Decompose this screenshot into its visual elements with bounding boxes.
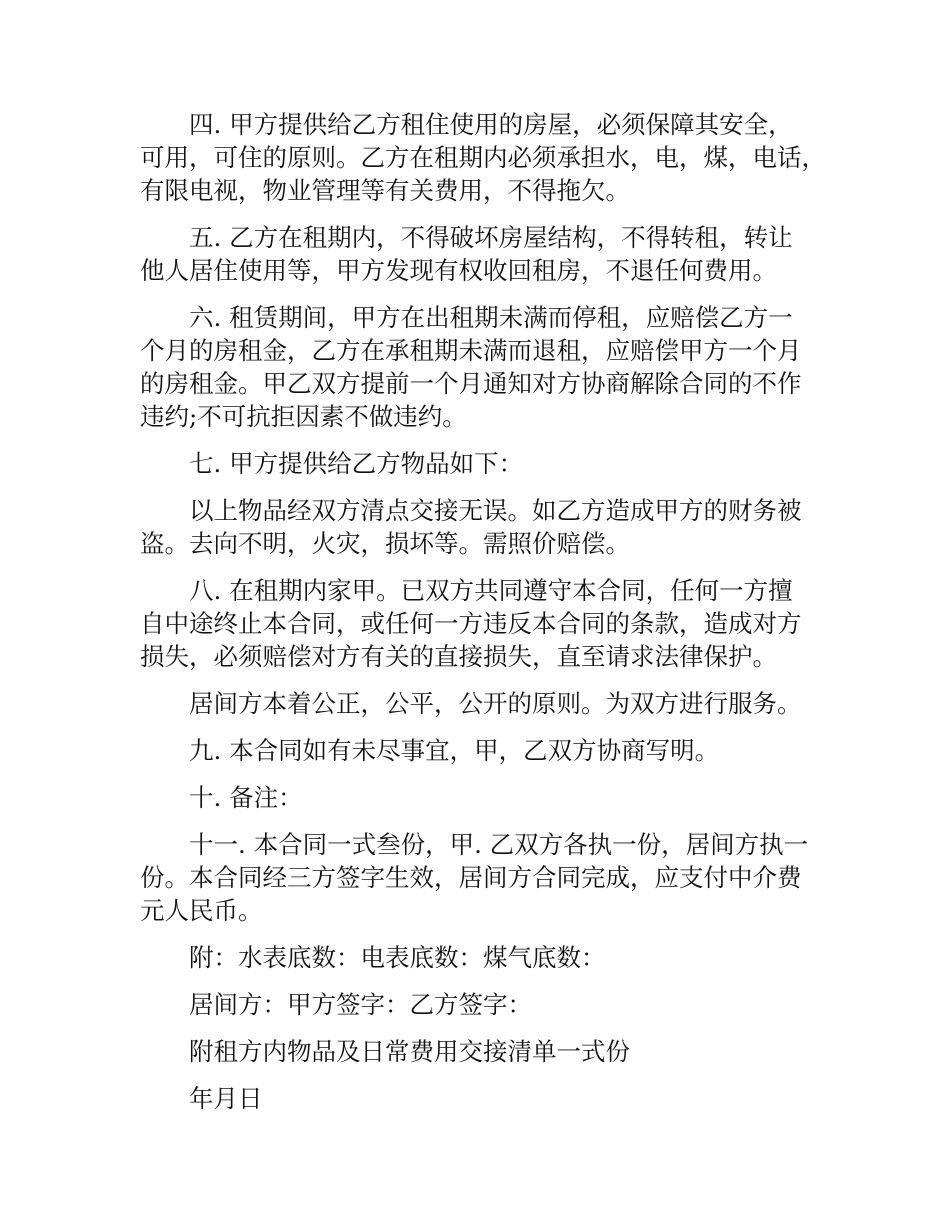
- intermediary-principle-paragraph: [140, 687, 825, 720]
- text-line: 附：水表底数：电表底数：煤气底数：: [189, 943, 606, 972]
- text-line: 附租方内物品及日常费用交接清单一式份: [189, 1037, 630, 1066]
- signature-line: [140, 988, 825, 1021]
- attachment-note-line: [140, 1035, 825, 1068]
- text-line: 损失，必须赔偿对方有关的直接损失，直至请求法律保护。: [140, 642, 777, 671]
- date-line: [140, 1082, 825, 1115]
- meter-readings-line: [140, 941, 825, 974]
- text-line: 个月的房租金，乙方在承租期未满而退租，应赔偿甲方一个月: [140, 336, 802, 365]
- text-line: 十. 备注：: [189, 783, 303, 812]
- clause-10-paragraph: [140, 781, 825, 814]
- clause-9-paragraph: [140, 734, 825, 767]
- text-line: 七. 甲方提供给乙方物品如下：: [189, 449, 524, 478]
- text-line: 盗。去向不明，火灾，损坏等。需照价赔偿。: [140, 529, 630, 558]
- text-line: 的房租金。甲乙双方提前一个月通知对方协商解除合同的不作: [140, 369, 802, 398]
- document-body: [140, 108, 825, 1129]
- text-line: 八. 在租期内家甲。已双方共同遵守本合同，任何一方擅: [189, 576, 793, 605]
- text-line: 居间方本着公正，公平，公开的原则。为双方进行服务。: [189, 689, 802, 718]
- clause-7-paragraph: [140, 447, 825, 480]
- items-confirmation-paragraph: [140, 494, 825, 560]
- clause-5-paragraph: [140, 221, 825, 287]
- text-line: 五. 乙方在租期内，不得破坏房屋结构，不得转租，转让: [189, 223, 793, 252]
- text-line: 自中途终止本合同，或任何一方违反本合同的条款，造成对方: [140, 609, 802, 638]
- text-line: 他人居住使用等，甲方发现有权收回租房，不退任何费用。: [140, 256, 777, 285]
- text-line: 年月日: [189, 1084, 263, 1113]
- text-line: 六. 租赁期间，甲方在出租期未满而停租，应赔偿乙方一: [189, 303, 793, 332]
- text-line: 以上物品经双方清点交接无误。如乙方造成甲方的财务被: [189, 496, 802, 525]
- text-line: 违约;不可抗拒因素不做违约。: [140, 402, 467, 431]
- clause-8-paragraph: [140, 574, 825, 673]
- text-line: 有限电视，物业管理等有关费用，不得拖欠。: [140, 176, 630, 205]
- text-line: 份。本合同经三方签字生效，居间方合同完成，应支付中介费: [140, 863, 802, 892]
- clause-11-paragraph: [140, 828, 825, 927]
- clause-6-paragraph: [140, 301, 825, 433]
- clause-4-paragraph: [140, 108, 825, 207]
- text-line: 可用，可住的原则。乙方在租期内必须承担水，电，煤，电话，: [140, 143, 826, 172]
- text-line: 九. 本合同如有未尽事宜，甲，乙双方协商写明。: [189, 736, 720, 765]
- text-line: 四. 甲方提供给乙方租住使用的房屋，必须保障其安全，: [189, 110, 793, 139]
- text-line: 十一. 本合同一式叁份，甲. 乙双方各执一份，居间方执一: [189, 830, 809, 859]
- text-line: 元人民币。: [140, 896, 263, 925]
- text-line: 居间方：甲方签字：乙方签字：: [189, 990, 532, 1019]
